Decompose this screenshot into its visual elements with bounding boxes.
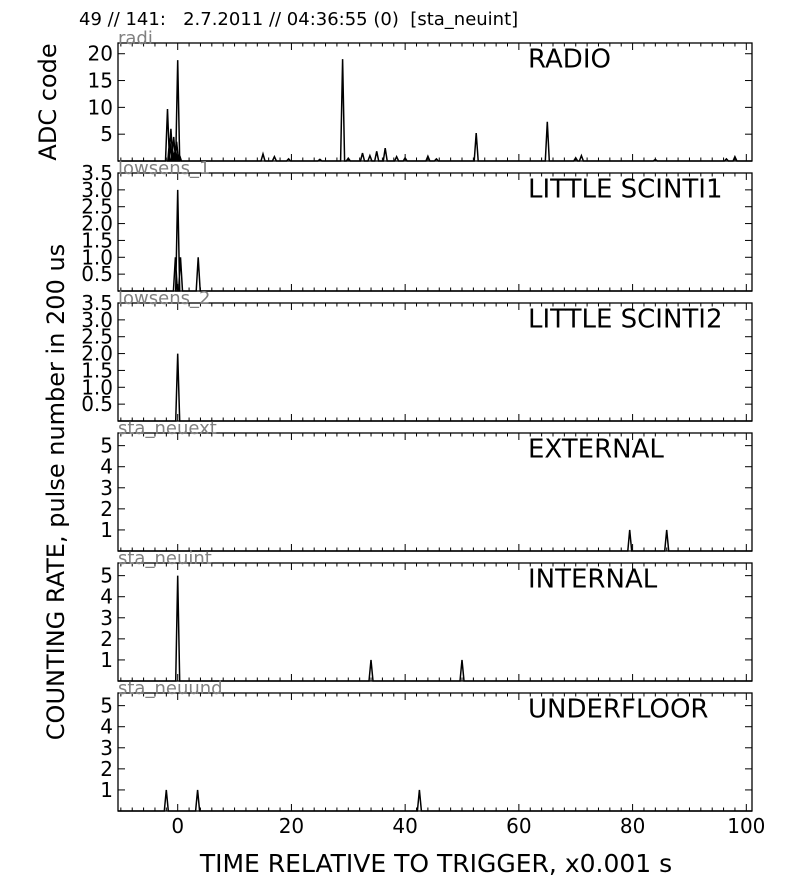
y-tick-label-radio: 10 [87, 95, 113, 120]
y-tick-label-external: 5 [100, 433, 113, 458]
y-tick-label-little-scinti2: 3.0 [81, 307, 113, 332]
y-tick-label-little-scinti1: 0.5 [81, 262, 113, 287]
panel-title-little-scinti2: LITTLE SCINTI2 [528, 304, 723, 335]
y-tick-label-external: 1 [100, 517, 113, 542]
y-tick-label-internal: 5 [100, 563, 113, 588]
y-tick-label-little-scinti2: 3.5 [81, 291, 113, 315]
x-tick-label: 40 [392, 814, 418, 838]
y-tick-label-little-scinti1: 1.0 [81, 245, 113, 270]
panel-sensor-label-underfloor: sta_neuund [118, 678, 223, 699]
panel-title-underfloor: UNDERFLOOR [528, 694, 709, 725]
y-tick-label-internal: 2 [100, 626, 113, 651]
y-tick-label-underfloor: 1 [100, 777, 113, 802]
x-tick-label: 80 [619, 814, 646, 838]
panel-title-little-scinti1: LITTLE SCINTI1 [528, 174, 723, 205]
y-tick-label-little-scinti2: 1.0 [81, 375, 113, 400]
y-tick-label-internal: 1 [100, 647, 113, 672]
panel-frame-radio [118, 43, 752, 161]
y-tick-label-little-scinti2: 1.5 [81, 358, 113, 383]
y-tick-label-external: 3 [100, 475, 113, 500]
y-tick-label-underfloor: 3 [100, 735, 113, 760]
panel-sensor-label-internal: sta_neuint [118, 548, 212, 569]
y-tick-label-little-scinti1: 3.5 [81, 161, 113, 185]
y-tick-label-underfloor: 2 [100, 756, 113, 781]
y-tick-label-little-scinti2: 2.5 [81, 324, 113, 349]
y-tick-label-external: 4 [100, 454, 113, 479]
y-tick-label-little-scinti1: 2.5 [81, 194, 113, 219]
x-axis-label: TIME RELATIVE TO TRIGGER, x0.001 s [199, 849, 673, 878]
panel-sensor-label-little-scinti1: lowsens_1 [118, 158, 211, 179]
y-tick-label-little-scinti1: 1.5 [81, 228, 113, 253]
panel-title-internal: INTERNAL [528, 564, 658, 595]
y-tick-label-little-scinti2: 2.0 [81, 341, 113, 366]
y-tick-label-internal: 4 [100, 584, 113, 609]
y-tick-label-internal: 3 [100, 605, 113, 630]
figure-header: 49 // 141: 2.7.2011 // 04:36:55 (0) [sta_neuint] [79, 9, 519, 30]
panel-sensor-label-little-scinti2: lowsens_2 [118, 288, 211, 309]
y-axis-label-bottom: COUNTING RATE, pulse number in 200 us [42, 243, 70, 741]
panel-sensor-label-radio: radi [118, 28, 153, 49]
x-tick-label: 60 [506, 814, 532, 838]
y-tick-label-radio: 15 [87, 68, 113, 93]
y-tick-label-external: 2 [100, 496, 113, 521]
y-axis-label-top: ADC code [34, 43, 62, 161]
y-tick-label-little-scinti1: 3.0 [81, 177, 113, 202]
y-tick-label-little-scinti2: 0.5 [81, 392, 113, 417]
x-tick-label: 100 [727, 814, 766, 838]
x-tick-label: 0 [171, 814, 185, 838]
y-tick-label-little-scinti1: 2.0 [81, 211, 113, 236]
y-tick-label-underfloor: 5 [100, 693, 113, 718]
panel-title-radio: RADIO [528, 44, 611, 75]
panel-title-external: EXTERNAL [528, 434, 664, 465]
y-tick-label-radio: 20 [87, 41, 113, 66]
panel-sensor-label-external: sta_neuext [118, 418, 217, 439]
x-tick-label: 20 [278, 814, 305, 838]
y-tick-label-radio: 5 [100, 122, 113, 147]
y-tick-label-underfloor: 4 [100, 714, 113, 739]
